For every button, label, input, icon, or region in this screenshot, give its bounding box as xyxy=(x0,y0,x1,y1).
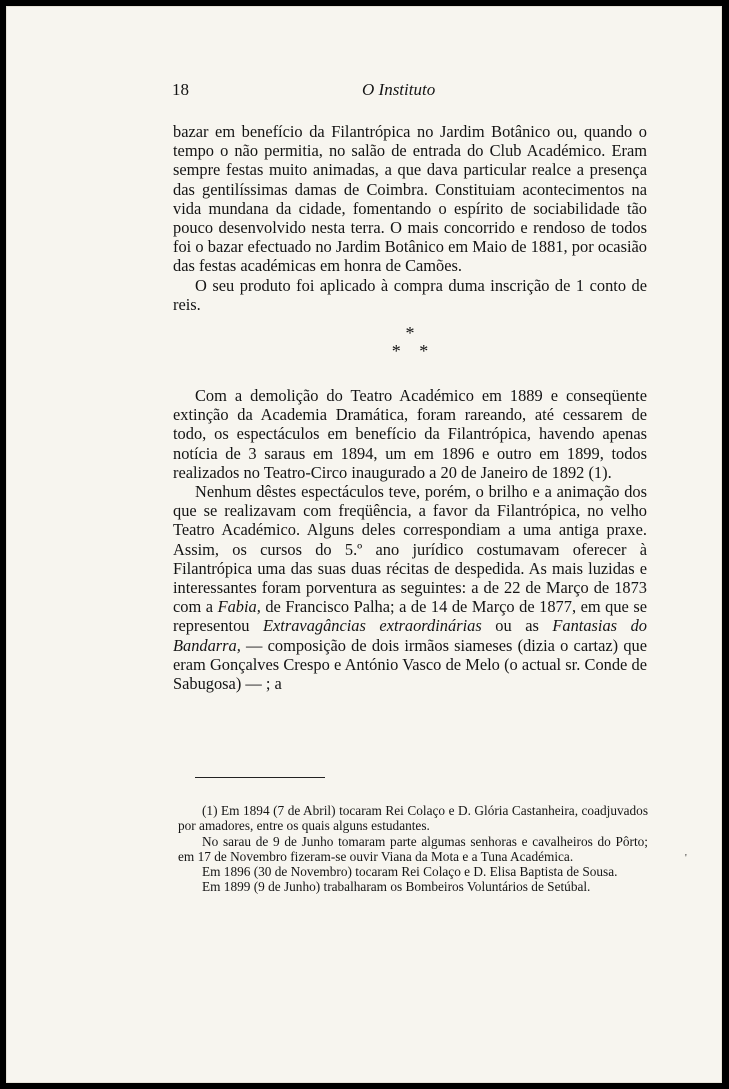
p4-text-a: Nenhum dêstes espectáculos teve, porém, o brilho e a animação dos que se realizavam com freqüência, a favor da Filantrópica, no velho Teatro Académico. Alguns deles correspondiam a uma antiga praxe. Assim, os cursos do 5.º ano jurídico costumavam oferecer à Filantrópica uma das suas duas récitas de despedida. As mais luzidas e interessantes foram porventura as seguintes: a de 22 de Março de 1873 com a xyxy=(173,482,647,617)
footnote-rule xyxy=(195,777,325,778)
book-page xyxy=(6,6,722,1083)
paragraph-bazar: bazar em benefício da Filantrópica no Jardim Botânico ou, quando o tempo o não permitia, no salão de entrada do Club Académico. Eram sempre festas muito animadas, a que dava particular realce a presença das gentilíssimas damas de Coimbra. Constituiam acontecimentos na vida mundana da cidade, fomentando o espírito de sociabilidade tão pouco desenvolvido nesta terra. O mais concorrido e rendoso de todos foi o bazar efectuado no Jardim Botânico em Maio de 1881, por ocasião das festas académicas em honra de Camões. xyxy=(173,122,647,276)
asterism-bottom: * * xyxy=(391,341,429,362)
paragraph-produto: O seu produto foi aplicado à compra duma inscrição de 1 conto de reis. xyxy=(173,275,647,314)
section-asterism xyxy=(173,324,647,360)
main-text xyxy=(173,122,647,693)
footnote-1899: Em 1899 (9 de Junho) trabalharam os Bombeiros Voluntários de Setúbal. xyxy=(202,879,591,895)
title-fabia: Fabia, xyxy=(217,597,261,617)
running-head xyxy=(7,80,723,104)
paragraph-demolicao: Com a demolição do Teatro Académico em 1889 e conseqüente extinção da Academia Dramática, foram rareando, até cessarem de todo, os espectáculos em benefício da Filantrópica, havendo apenas notícia de 3 saraus em 1894, um em 1896 e outro em 1899, todos realizados no Teatro-Circo inaugurado a 20 de Janeiro de 1892 (1). xyxy=(173,386,647,482)
page-number: 18 xyxy=(172,80,189,99)
journal-title: O Instituto xyxy=(362,80,436,99)
footnote-1896: Em 1896 (30 de Novembro) tocaram Rei Colaço e D. Elisa Baptista de Sousa. xyxy=(202,864,618,880)
footnotes xyxy=(178,803,648,895)
footnote-1894: (1) Em 1894 (7 de Abril) tocaram Rei Colaço e D. Glória Castanheira, coadjuvados por amadores, entre os quais alguns estudantes. xyxy=(178,803,648,834)
footnote-sarau-junho: No sarau de 9 de Junho tomaram parte algumas senhoras e cavalheiros do Pôrto; em 17 de Novembro fizeram-se ouvir Viana da Mota e a Tuna Académica. xyxy=(178,833,648,864)
title-fantasias: Fantasias do Bandarra, xyxy=(173,616,647,655)
paragraph-espectaculos xyxy=(173,482,647,693)
p4-text-d: — composição de dois irmãos siameses (dizia o cartaz) que eram Gonçalves Crespo e António Vasco de Melo (o actual sr. Conde de Sabugosa) — ; a xyxy=(173,635,647,694)
margin-mark: ' xyxy=(685,853,687,864)
asterism-top: * xyxy=(405,323,415,344)
title-extravagancias: Extravagâncias extraordinárias xyxy=(263,616,482,636)
p4-text-c: ou as xyxy=(481,616,553,636)
p4-text-b: de Francisco Palha; a de 14 de Março de 1877, em que se representou xyxy=(173,597,647,636)
